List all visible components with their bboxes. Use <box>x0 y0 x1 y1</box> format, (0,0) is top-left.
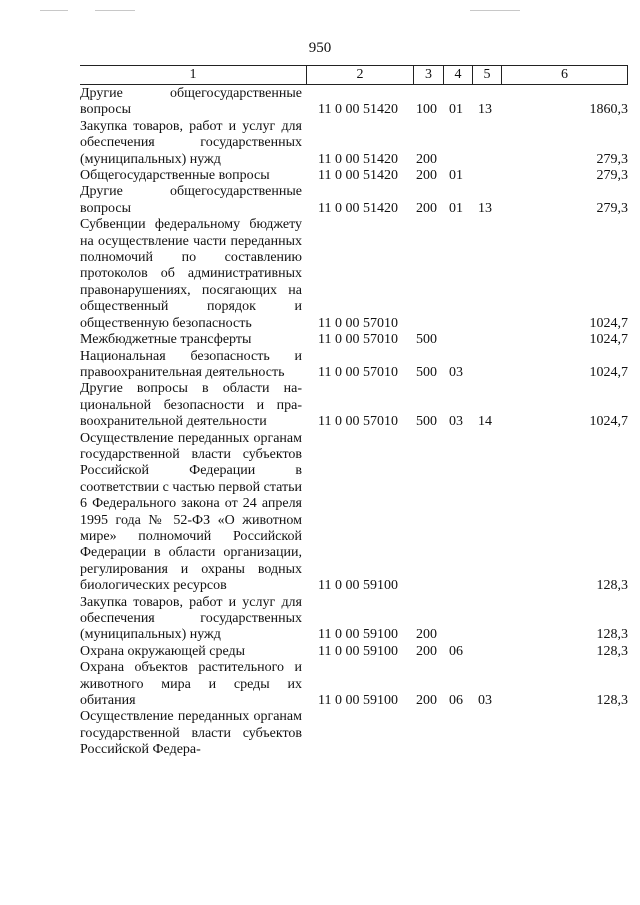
table-header <box>80 65 628 85</box>
row-sum: 128,3 <box>596 578 628 594</box>
scan-artifact <box>40 10 68 11</box>
row-pr: 03 <box>478 693 492 709</box>
table-row <box>80 349 628 382</box>
table-row <box>80 86 628 119</box>
row-vr: 200 <box>416 693 437 709</box>
row-sum: 1860,3 <box>589 102 628 118</box>
header-col-5: 5 <box>472 66 501 84</box>
row-name: Осуществление переданных органам государственной власти субъектов Российской Федера- <box>80 709 302 758</box>
table-row <box>80 431 628 595</box>
row-vr: 500 <box>416 332 437 348</box>
row-name: Другие общегосударственные вопросы <box>80 184 302 216</box>
row-name: Субвенции федеральному бюджету на осуществление части переданных полномочий по составлению протоколов об административных правонарушениях, посягающих на общественный порядок и общественную безопасность <box>80 217 302 331</box>
row-sum: 279,3 <box>596 151 628 167</box>
page-number: 950 <box>308 40 332 56</box>
header-col-3: 3 <box>413 66 443 84</box>
row-code: 11 0 00 59100 <box>318 693 398 709</box>
scan-artifact <box>95 10 135 11</box>
row-rz: 03 <box>449 364 463 380</box>
row-rz: 01 <box>449 102 463 118</box>
row-vr: 200 <box>416 627 437 643</box>
row-rz: 01 <box>449 168 463 184</box>
table-row <box>80 595 628 644</box>
row-rz: 01 <box>449 200 463 216</box>
row-rz: 06 <box>449 693 463 709</box>
row-name: Осуществление переданных органам государственной власти субъектов Российской Федерации в соответствии с частью первой статьи 6 Федерального закона от 24 апреля 1995 года № 52-ФЗ «О животном мире» полномочий Российской Федерации в области организации, регулирования и охраны водных биологических ресурсов <box>80 430 302 594</box>
header-col-6: 6 <box>501 66 628 84</box>
row-code: 11 0 00 59100 <box>318 627 398 643</box>
row-vr: 200 <box>416 151 437 167</box>
row-code: 11 0 00 51420 <box>318 102 398 118</box>
header-col-1: 1 <box>189 67 197 82</box>
row-name: Закупка товаров, работ и услуг для обеспечения государственных (муниципальных) нужд <box>80 594 302 643</box>
row-code: 11 0 00 59100 <box>318 578 398 594</box>
row-pr: 13 <box>478 102 492 118</box>
row-vr: 200 <box>416 200 437 216</box>
row-code: 11 0 00 51420 <box>318 168 398 184</box>
row-vr: 500 <box>416 414 437 430</box>
row-vr: 500 <box>416 364 437 380</box>
row-name: Общегосударственные вопросы <box>80 168 270 184</box>
row-code: 11 0 00 57010 <box>318 315 398 331</box>
table-row <box>80 660 628 709</box>
table-body <box>80 86 628 759</box>
row-code: 11 0 00 59100 <box>318 643 398 659</box>
row-code: 11 0 00 57010 <box>318 332 398 348</box>
row-code: 11 0 00 51420 <box>318 151 398 167</box>
row-rz: 06 <box>449 643 463 659</box>
row-pr: 14 <box>478 414 492 430</box>
row-code: 11 0 00 57010 <box>318 414 398 430</box>
row-rz: 03 <box>449 414 463 430</box>
row-vr: 200 <box>416 168 437 184</box>
row-sum: 279,3 <box>596 168 628 184</box>
row-vr: 200 <box>416 643 437 659</box>
row-vr: 100 <box>416 102 437 118</box>
row-sum: 128,3 <box>596 643 628 659</box>
row-name: Межбюджетные трансферты <box>80 332 252 348</box>
row-pr: 13 <box>478 200 492 216</box>
table-row <box>80 332 628 348</box>
table-row <box>80 168 628 184</box>
table-row <box>80 217 628 332</box>
table-row <box>80 119 628 168</box>
row-name: Национальная безопасность и правоохранительная деятельность <box>80 348 302 380</box>
row-name: Другие вопросы в области национальной безопасности и правоохранительной деятельности <box>80 381 302 430</box>
row-sum: 128,3 <box>596 627 628 643</box>
row-sum: 1024,7 <box>589 332 628 348</box>
row-name: Другие общегосударственные вопросы <box>80 86 302 118</box>
header-col-4: 4 <box>443 66 472 84</box>
row-sum: 1024,7 <box>589 414 628 430</box>
scan-artifact <box>470 10 520 11</box>
row-name: Закупка товаров, работ и услуг для обеспечения государственных (муниципальных) нужд <box>80 118 302 167</box>
table-row <box>80 381 628 430</box>
row-sum: 1024,7 <box>589 364 628 380</box>
row-code: 11 0 00 51420 <box>318 200 398 216</box>
row-sum: 128,3 <box>596 693 628 709</box>
table-row <box>80 709 628 758</box>
table-row <box>80 184 628 217</box>
row-sum: 279,3 <box>596 200 628 216</box>
row-code: 11 0 00 57010 <box>318 364 398 380</box>
row-name: Охрана объектов растительного и животного мира и среды их обитания <box>80 660 302 709</box>
header-col-2: 2 <box>306 66 413 84</box>
table-row <box>80 644 628 660</box>
row-name: Охрана окружающей среды <box>80 643 246 659</box>
row-sum: 1024,7 <box>589 315 628 331</box>
